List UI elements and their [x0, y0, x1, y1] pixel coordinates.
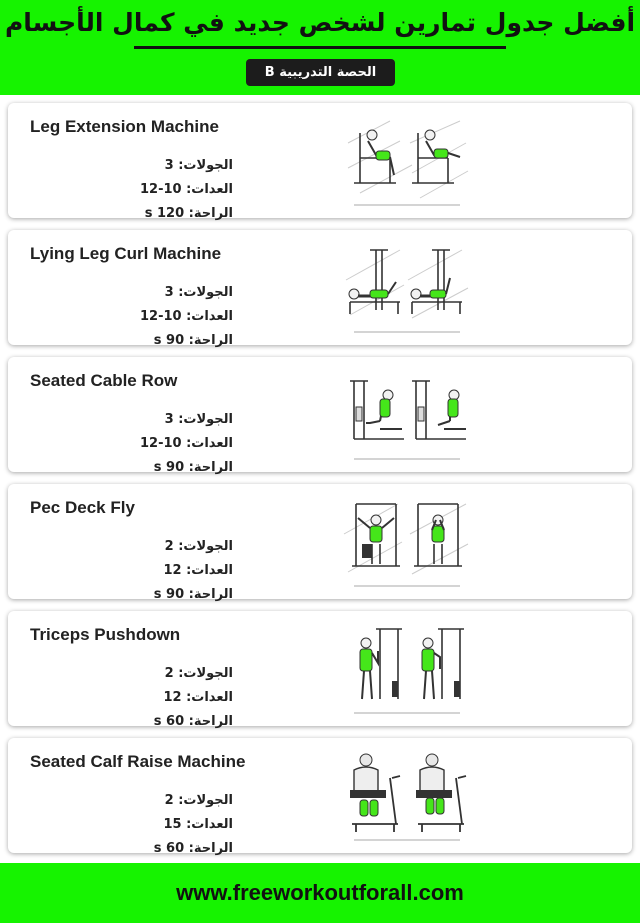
exercise-name: Leg Extension Machine	[30, 117, 219, 136]
exercise-card	[8, 611, 632, 729]
exercise-name: Seated Cable Row	[30, 371, 178, 390]
exercise-card	[8, 357, 632, 475]
exercise-name: Triceps Pushdown	[30, 625, 181, 644]
exercise-reps: العدات: 10-12	[139, 309, 233, 324]
pec-deck-illustration	[340, 494, 472, 590]
exercise-rest: الراحة: 60 s	[153, 841, 233, 856]
exercise-card	[8, 738, 632, 856]
cable-row-illustration	[340, 367, 472, 463]
exercise-name: Lying Leg Curl Machine	[30, 244, 222, 263]
exercise-rest: الراحة: 90 s	[153, 333, 233, 348]
exercise-rest: الراحة: 60 s	[153, 714, 233, 729]
exercise-name: Seated Calf Raise Machine	[30, 752, 246, 771]
exercise-reps: العدات: 10-12	[139, 436, 233, 451]
exercise-sets: الجولات: 2	[164, 539, 233, 554]
exercise-name: Pec Deck Fly	[30, 498, 135, 517]
exercise-sets: الجولات: 2	[164, 666, 233, 681]
header-banner	[0, 0, 640, 95]
exercise-rest: الراحة: 90 s	[153, 460, 233, 475]
exercise-sets: الجولات: 3	[164, 285, 233, 300]
footer-banner	[0, 863, 640, 923]
exercise-reps: العدات: 12	[163, 563, 233, 578]
exercise-sets: الجولات: 2	[164, 793, 233, 808]
website-link[interactable]: www.freeworkoutforall.com	[176, 880, 464, 905]
triceps-pushdown-illustration	[340, 621, 472, 717]
session-badge: الحصة التدريبية B	[246, 59, 395, 86]
title-underline	[134, 46, 506, 49]
leg-curl-illustration	[340, 240, 472, 336]
exercise-rest: الراحة: 90 s	[153, 587, 233, 602]
exercise-reps: العدات: 12	[163, 690, 233, 705]
exercise-sets: الجولات: 3	[164, 158, 233, 173]
exercise-card	[8, 230, 632, 348]
exercise-reps: العدات: 10-12	[139, 182, 233, 197]
exercise-rest: الراحة: 120 s	[144, 206, 233, 221]
leg-extension-illustration	[340, 113, 472, 209]
exercise-sets: الجولات: 3	[164, 412, 233, 427]
exercise-card	[8, 103, 632, 221]
calf-raise-illustration	[340, 748, 472, 844]
exercise-reps: العدات: 15	[163, 817, 233, 832]
page-title: أفضل جدول تمارين لشخص جديد في كمال الأجسام	[4, 8, 636, 37]
exercise-card	[8, 484, 632, 602]
